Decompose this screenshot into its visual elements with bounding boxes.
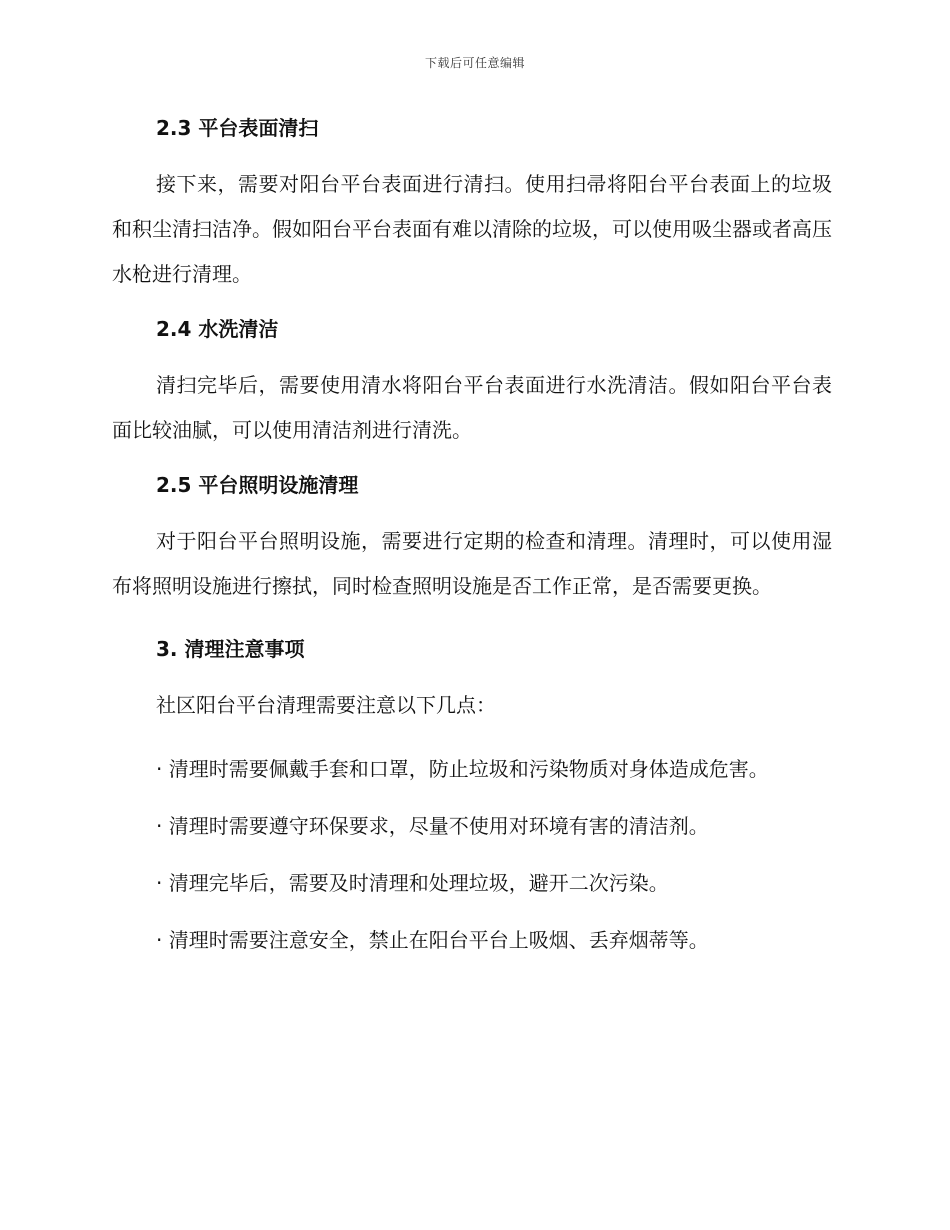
section-heading-2-4: 2.4 水洗清洁 [156, 317, 279, 341]
list-item: · 清理完毕后，需要及时清理和处理垃圾，避开二次污染。 [156, 871, 669, 895]
list-item: · 清理时需要注意安全，禁止在阳台平台上吸烟、丢弃烟蒂等。 [156, 928, 709, 952]
document-body [112, 112, 832, 955]
section-paragraph-2-4: 清扫完毕后，需要使用清水将阳台平台表面进行水洗清洁。假如阳台平台表面比较油腻，可以使用清洁剂进行清洗。 [112, 373, 832, 442]
section-heading-2-5: 2.5 平台照明设施清理 [156, 473, 359, 497]
header-note: 下载后可任意编辑 [424, 56, 525, 70]
list-item: · 清理时需要佩戴手套和口罩，防止垃圾和污染物质对身体造成危害。 [156, 757, 769, 781]
section-heading-3: 3. 清理注意事项 [156, 637, 305, 661]
notes-list [112, 754, 832, 955]
list-item: · 清理时需要遵守环保要求，尽量不使用对环境有害的清洁剂。 [156, 814, 709, 838]
section-paragraph-2-5: 对于阳台平台照明设施，需要进行定期的检查和清理。清理时，可以使用湿布将照明设施进行擦拭，同时检查照明设施是否工作正常，是否需要更换。 [112, 529, 832, 598]
section-paragraph-3: 社区阳台平台清理需要注意以下几点： [156, 693, 496, 717]
section-heading-2-3: 2.3 平台表面清扫 [156, 116, 319, 140]
section-paragraph-2-3: 接下来，需要对阳台平台表面进行清扫。使用扫帚将阳台平台表面上的垃圾和积尘清扫洁净。假如阳台平台表面有难以清除的垃圾，可以使用吸尘器或者高压水枪进行清理。 [112, 172, 832, 286]
